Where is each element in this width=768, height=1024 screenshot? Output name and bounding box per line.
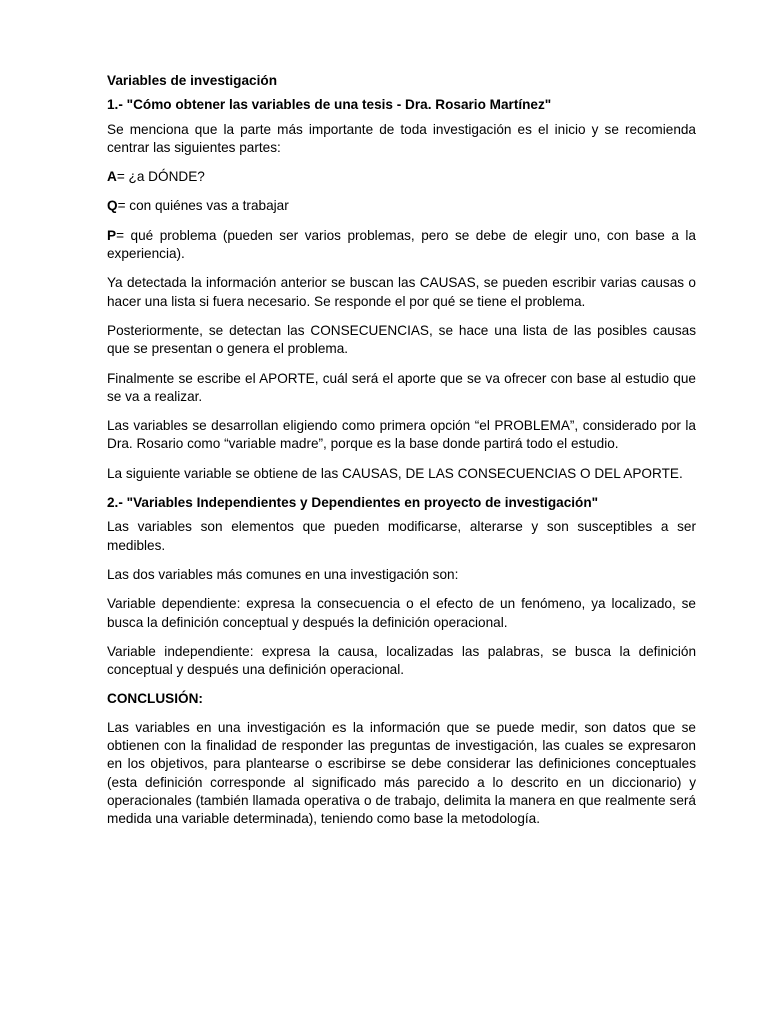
document-title: Variables de investigación — [107, 73, 277, 88]
variables-development-paragraph: Las variables se desarrollan eligiendo como primera opción “el PROBLEMA”, considerado por la Dra. Rosario como “variable madre”, porque es la base donde partirá todo el estudio. — [107, 418, 696, 452]
item-a — [107, 168, 696, 186]
item-q — [107, 197, 696, 215]
item-p-key: P — [107, 227, 117, 243]
item-p-text: = qué problema (pueden ser varios problemas, pero se debe de elegir uno, con base a la experiencia). — [107, 227, 696, 262]
item-p — [107, 227, 696, 264]
document-body — [107, 72, 696, 840]
item-a-key: A — [107, 169, 117, 185]
common-variables-paragraph: Las dos variables más comunes en una investigación son: — [107, 566, 459, 582]
section-2-heading: 2.- "Variables Independientes y Dependientes en proyecto de investigación" — [107, 495, 599, 511]
intro-paragraph: Se menciona que la parte más importante de toda investigación es el inicio y se recomienda centrar las siguientes partes: — [107, 121, 696, 155]
variables-definition-paragraph: Las variables son elementos que pueden modificarse, alterarse y son susceptibles a ser medibles. — [107, 519, 696, 553]
dependent-variable-paragraph: Variable dependiente: expresa la consecuencia o el efecto de un fenómeno, ya localizado, se busca la definición conceptual y después la definición operacional. — [107, 596, 696, 630]
consequences-paragraph: Posteriormente, se detectan las CONSECUENCIAS, se hace una lista de las posibles causas que se presentan o genera el problema. — [107, 322, 696, 357]
item-a-text: = ¿a DÓNDE? — [116, 169, 205, 185]
next-variable-paragraph: La siguiente variable se obtiene de las CAUSAS, DE LAS CONSECUENCIAS O DEL APORTE. — [107, 465, 683, 481]
conclusion-paragraph: Las variables en una investigación es la información que se puede medir, son datos que se obtienen con la finalidad de responder las preguntas de investigación, las cuales se expresaron en los objetivos, para plantearse o escribirse se debe considerar las definiciones conceptuales (esta definición corresponde al significado más parecido a lo descrito en un diccionario) y operacionales (también llamada operativa o de trabajo, delimita la manera en que realmente será medida una variable determinada), teniendo como base la metodología. — [107, 719, 696, 827]
contribution-paragraph: Finalmente se escribe el APORTE, cuál será el aporte que se va ofrecer con base al estudio que se va a realizar. — [107, 370, 696, 404]
item-q-text: = con quiénes vas a trabajar — [117, 198, 289, 214]
item-q-key: Q — [107, 198, 118, 214]
conclusion-heading: CONCLUSIÓN: — [107, 691, 203, 707]
section-1-heading: 1.- "Cómo obtener las variables de una tesis - Dra. Rosario Martínez" — [107, 97, 552, 113]
causes-paragraph: Ya detectada la información anterior se buscan las CAUSAS, se pueden escribir varias causas o hacer una lista si fuera necesario. Se responde el por qué se tiene el problema. — [107, 275, 696, 309]
independent-variable-paragraph: Variable independiente: expresa la causa, localizadas las palabras, se busca la definición conceptual y después una definición operacional. — [107, 643, 696, 678]
